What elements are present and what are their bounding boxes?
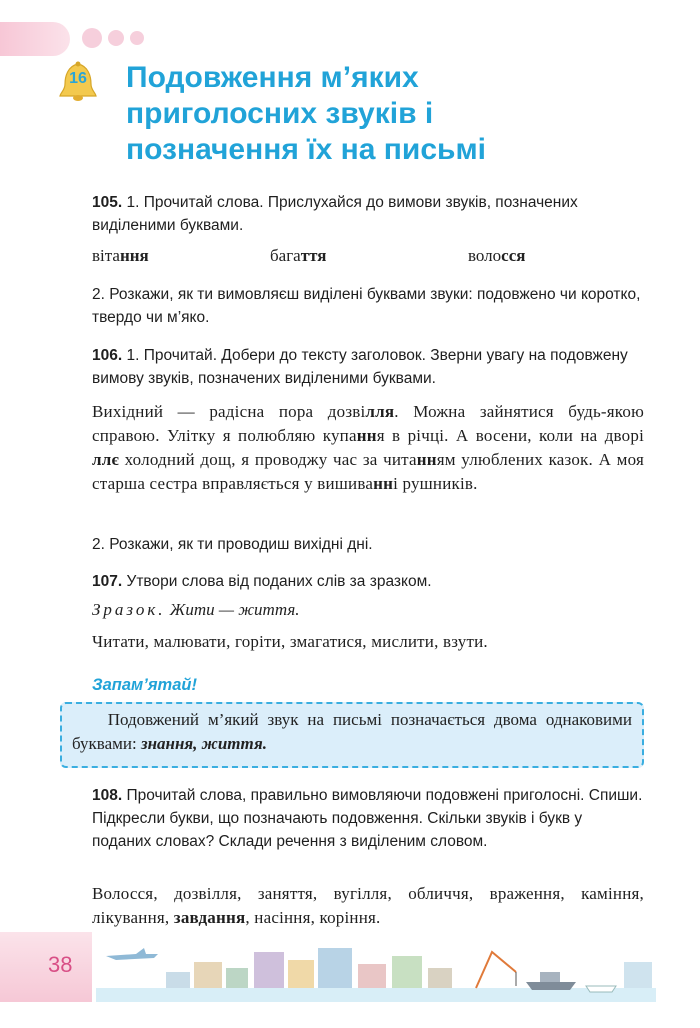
sample-text: Жити — життя.: [165, 600, 300, 619]
title-line: приголосних звуків і: [126, 97, 434, 130]
exercise-105-task1: [92, 191, 644, 237]
word: багаття: [270, 246, 327, 265]
word: волосся: [468, 246, 526, 265]
title-line: позначення їх на письмі: [126, 133, 487, 166]
footer-decoration: [0, 932, 92, 1002]
exercise-107-words: Читати, малювати, горіти, змагатися, мислити, взути.: [92, 632, 488, 651]
exercise-number: 107.: [92, 573, 123, 590]
exercise-106-task1: [92, 344, 644, 390]
header-decoration: [0, 22, 70, 56]
lesson-title: [126, 60, 666, 168]
lesson-number: 16: [69, 70, 87, 87]
task-text: Утвори слова від поданих слів за зразком.: [122, 573, 432, 590]
decor-dot: [82, 28, 102, 48]
decor-dot: [108, 30, 124, 46]
exercise-108-words: Волосся, дозвілля, заняття, вугілля, обличчя, враження, каміння, лікування, завдання, насіння, коріння.: [92, 884, 644, 927]
task-text: 1. Прочитай. Добери до тексту заголовок. Зверни увагу на подовжену вимову звуків, позначених виділеними буквами.: [92, 347, 628, 387]
sample-label: Зразок.: [92, 600, 166, 619]
task-text: 1. Прочитай слова. Прислухайся до вимови звуків, позначених виділеними буквами.: [92, 194, 578, 234]
exercise-106-text: Вихідний — радісна пора дозвілля. Можна зайнятися будь-якою справою. Улітку я полюбляю купання в річці. А восени, коли на дворі ллє холодний дощ, я проводжу час за читанням улюблених казок. А моя старша сестра вправляється у вишиванні рушників.: [92, 402, 644, 493]
exercise-number: 105.: [92, 194, 123, 211]
rule-text: Подовжений м’який звук на письмі позначається двома однаковими буквами: знання, життя.: [72, 710, 633, 753]
exercise-number: 108.: [92, 787, 123, 804]
exercise-107-sample: [92, 600, 644, 620]
exercise-number: 106.: [92, 347, 123, 364]
exercise-106-task2: 2. Розкажи, як ти проводиш вихідні дні.: [92, 536, 373, 553]
city-illustration: [96, 942, 656, 1002]
decor-dot: [130, 31, 144, 45]
title-line: Подовження м’яких: [126, 61, 419, 94]
word: вітання: [92, 246, 149, 265]
page-number: 38: [48, 952, 73, 977]
exercise-108-task: [92, 784, 644, 853]
remember-heading: Запам’ятай!: [92, 676, 197, 694]
exercise-105-task2: 2. Розкажи, як ти вимовляєш виділені буквами звуки: подовжено чи коротко, твердо чи м’яко.: [92, 286, 641, 326]
task-text: Прочитай слова, правильно вимовляючи подовжені приголосні. Спиши. Підкресли букви, що позначають подовження. Скільки звуків і букв у поданих словах? Склади речення з виділеним словом.: [92, 787, 643, 850]
exercise-105-words: [92, 246, 644, 270]
exercise-107-task: [92, 570, 644, 593]
